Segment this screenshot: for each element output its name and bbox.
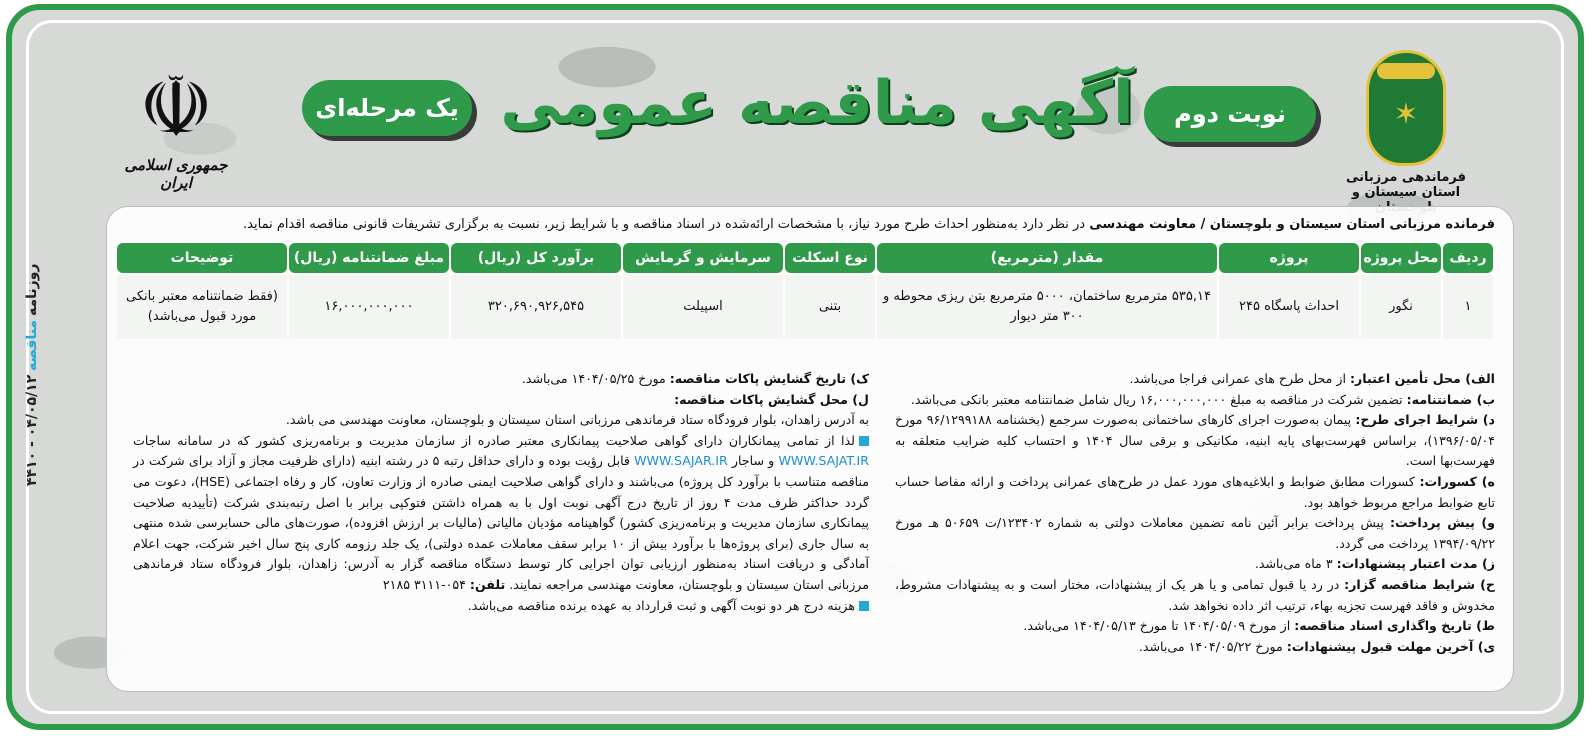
newspaper-side-label: [20, 140, 44, 610]
table-header-cell: محل پروژه: [1361, 243, 1441, 273]
table-header-cell: سرمایش و گرمایش: [623, 243, 783, 273]
side-prefix: روزنامه: [24, 263, 40, 317]
term-item: و) پیش پرداخت: پیش پرداخت برابر آئین نامه تضمین معاملات دولتی به شماره ۱۲۳۴۰۲/ت ۵۰۶۵۹ هـ مورخ ۱۳۹۴/۰۹/۲۲ پرداخت می گردد.: [895, 515, 1495, 551]
phone-label: تلفن:: [469, 576, 506, 592]
table-row: [117, 275, 1493, 339]
side-brand: مناقصه: [24, 320, 40, 372]
table-cell-structure: بتنی: [785, 275, 875, 339]
side-issue: ۰۴/۰۵/۱۲ - ۴۴۱۰: [24, 375, 40, 487]
border-guard-caption-1: فرماندهی مرزبانی: [1345, 170, 1467, 185]
iran-emblem: [106, 58, 246, 192]
opening-date: ک) تاریخ گشایش پاکات مناقصه: مورخ ۱۴۰۴/۰۵/۲۵ می‌باشد.: [521, 371, 869, 386]
tender-table: [115, 241, 1495, 341]
eligibility-paragraph: لذا از تمامی پیمانکاران دارای گواهی صلاحیت پیمانکاری معتبر صادره از سازمان مدیریت و برنامه‌ریزی کشور که در سامانه ساجات WWW.SAJAT.IR و ساجار WWW.SAJAR.IR قابل رؤیت بوده و دارای حداقل رتبه ۵ در رشته ابنیه (دارای ظرفیت مجاز و آزاد برای شرکت در مناقصه متناسب با برآورد کل پروژه) می‌باشند و دارای گواهی صلاحیت ایمنی صادره از وزارت تعاون، کار و رفاه اجتماعی (HSE)، دعوت می گردد حداکثر ظرف مدت ۴ روز از تاریخ درج آگهی نوبت اول با به همراه داشتن فتوکپی برابر با اصل رتبه‌بندی شرکت (تأییدیه صلاحیت پیمانکاری سازمان مدیریت و برنامه‌ریزی کشور) گواهینامه مؤدیان مالیاتی (مالیات بر ارزش افزوده)، صورت‌های مالی حسابرسی شده منتهی به سال جاری (برای پروژه‌ها با برآورد بیش از ۱۰ برابر سقف معاملات عمده دولتی)، یک جلد رزومه کاری پنج سال اخیر شرکت، جهت اعلام آمادگی و دریافت اسناد به‌منظور ارزیابی توان اجرایی کار توسط دستگاه مناقصه گزار به آدرس: زاهدان، بلوار فرودگاه ستاد فرماندهی مرزبانی استان سیستان و بلوچستان، معاونت مهندسی مراجعه نمایند. تلفن: ۰۵۴-۳۱۱۱ ۲۱۸۵: [133, 432, 869, 592]
table-header-cell: نوع اسکلت: [785, 243, 875, 273]
table-cell-project: احداث پاسگاه ۲۴۵: [1219, 275, 1359, 339]
intro-paragraph: [125, 215, 1495, 235]
sajat-link[interactable]: WWW.SAJAT.IR: [778, 453, 869, 469]
border-guard-badge-icon: ✶: [1366, 50, 1446, 166]
stage-badge: یک مرحله‌ای: [302, 80, 472, 136]
cost-note: هزینه درج هر دو نوبت آگهی و ثبت قرارداد به عهده برنده مناقصه می‌باشد.: [133, 596, 869, 617]
terms-left-column: [133, 369, 869, 657]
table-header-cell: مقدار (مترمربع): [877, 243, 1217, 273]
term-item: د) شرایط اجرای طرح: پیمان به‌صورت اجرای کارهای ساختمانی به‌صورت سرجمع (بخشنامه ۹۶/۱۲۹۹۱۸۸ مورخ ۱۳۹۶/۰۵/۰۴)، براساس فهرست‌بهای پایه ابنیه، مکانیکی و برقی سال ۱۴۰۴ و احتساب کلیه ضرایب متعلقه به فهرست‌بها است.: [895, 412, 1496, 469]
table-header-cell: ردیف: [1443, 243, 1493, 273]
intro-organization: فرمانده مرزبانی استان سیستان و بلوچستان / معاونت مهندسی: [1089, 217, 1495, 232]
table-header-row: [117, 243, 1493, 273]
table-header-cell: برآورد کل (ریال): [451, 243, 621, 273]
border-guard-caption-2: استان سیستان و: [1351, 185, 1461, 200]
opening-address: به آدرس زاهدان، بلوار فرودگاه ستاد فرماندهی مرزبانی استان سیستان و بلوچستان، معاونت مهندسی می باشد.: [285, 412, 869, 428]
term-item: ه) کسورات: کسورات مطابق ضوابط و ابلاغیه‌های مورد عمل در طرح‌های عمرانی پرداخت و ارائه مفاصا حساب تابع ضوابط مراجع مربوط خواهد بود.: [895, 473, 1495, 510]
table-header-cell: توضیحات: [117, 243, 287, 273]
ad-frame: [6, 4, 1584, 730]
table-cell-location: نگور: [1361, 275, 1441, 339]
table-cell-hvac: اسپیلت: [623, 275, 783, 339]
content-panel: [106, 206, 1514, 692]
term-item: ب) ضمانتنامه: تضمین شرکت در مناقصه به مبلغ ۱۶,۰۰۰,۰۰۰,۰۰۰ ریال شامل ضمانتنامه معتبر بانکی می‌باشد.: [910, 391, 1495, 407]
bullet-square-icon: [859, 436, 869, 446]
term-item: ح) شرایط مناقصه گزار: در رد یا قبول تمامی و یا هر یک از پیشنهادات، مختار است و به پیشنهادات مشروط، مخدوش و فاقد فهرست تجزیه بهاء، ترتیب اثر داده نخواهد شد.: [895, 576, 1495, 613]
terms-columns: [125, 369, 1495, 657]
sajar-link[interactable]: WWW.SAJAR.IR: [634, 453, 728, 469]
iran-emblem-icon: ☫: [138, 58, 214, 156]
term-item: ز) مدت اعتبار پیشنهادات: ۳ ماه می‌باشد.: [1254, 556, 1495, 572]
table-cell-quantity: ۵۳۵,۱۴ مترمربع ساختمان، ۵۰۰۰ مترمربع بتن ریزی محوطه و ۳۰۰ متر دیوار: [877, 275, 1217, 339]
phone-value: ۰۵۴-۳۱۱۱ ۲۱۸۵: [382, 576, 470, 592]
table-cell-notes: (فقط ضمانتنامه معتبر بانکی مورد قبول می‌باشد): [117, 275, 287, 339]
term-item: ط) تاریخ واگذاری اسناد مناقصه: از مورخ ۱۴۰۴/۰۵/۰۹ تا مورخ ۱۴۰۴/۰۵/۱۳ می‌باشد.: [1023, 618, 1495, 634]
table-header-cell: پروژه: [1219, 243, 1359, 273]
intro-text: در نظر دارد به‌منظور احداث طرح مورد نیاز، با مشخصات ارائه‌شده در اسناد مناقصه و با شرایط زیر، نسبت به برگزاری تشریفات قانونی مناقصه اقدام نماید.: [243, 217, 1090, 232]
term-item: ی) آخرین مهلت قبول پیشنهادات: مورخ ۱۴۰۴/۰۵/۲۲ می‌باشد.: [1138, 638, 1495, 654]
page-title: آگهی مناقصه عمومی: [500, 68, 1134, 138]
bullet-square-icon: [859, 601, 869, 611]
table-cell-guarantee: ۱۶,۰۰۰,۰۰۰,۰۰۰: [289, 275, 449, 339]
table-cell-estimate: ۳۲۰,۶۹۰,۹۲۶,۵۴۵: [451, 275, 621, 339]
term-item: الف) محل تأمین اعتبار: از محل طرح های عمرانی فراجا می‌باشد.: [1129, 371, 1495, 386]
terms-right-column: [895, 369, 1495, 657]
opening-place-label: ل) محل گشایش پاکات مناقصه:: [674, 391, 869, 407]
iran-emblem-caption: جمهوری اسلامی ایران: [124, 156, 228, 192]
table-header-cell: مبلغ ضمانتنامه (ریال): [289, 243, 449, 273]
round-badge: نوبت دوم: [1144, 86, 1316, 142]
border-guard-emblem: [1326, 50, 1486, 200]
table-cell-row-number: ۱: [1443, 275, 1493, 339]
